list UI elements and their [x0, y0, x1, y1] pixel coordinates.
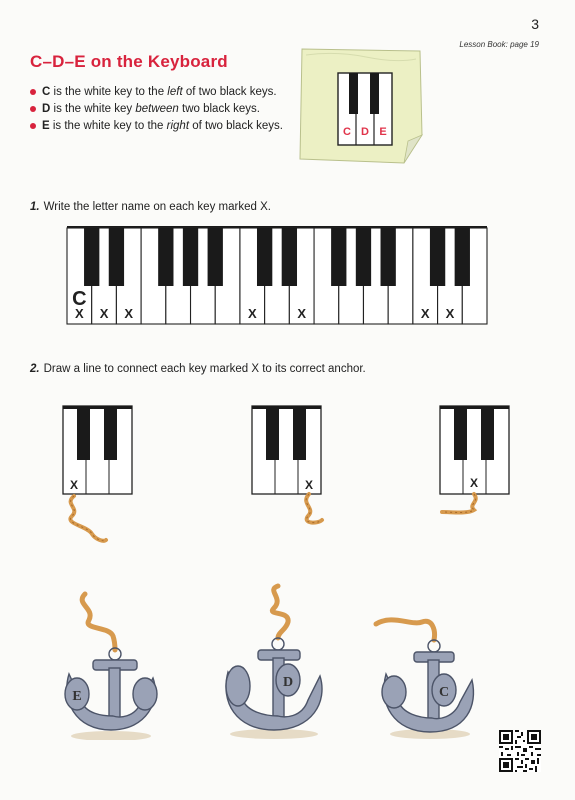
key-mark-x: X — [247, 306, 257, 321]
rule-e: E is the white key to the right of two black keys. — [30, 118, 283, 135]
page-number: 3 — [531, 16, 539, 32]
black-key — [183, 228, 198, 286]
keyboard-3 — [439, 405, 511, 495]
key-mark-x: X — [420, 306, 430, 321]
rule-c: C is the white key to the left of two black keys. — [30, 84, 283, 101]
key-mark-x: X — [124, 306, 134, 321]
rope-1 — [70, 496, 106, 541]
keyboard-2 — [251, 405, 323, 495]
exercise-1-number: 1. — [30, 201, 40, 213]
exercise-2-instruction — [30, 363, 366, 375]
anchor-e — [55, 590, 165, 740]
anchor-c — [372, 610, 482, 740]
exercise-2-number: 2. — [30, 363, 40, 375]
black-key — [455, 228, 470, 286]
exercise-2-text: Draw a line to connect each key marked X to its correct anchor. — [43, 363, 366, 375]
black-key — [381, 228, 396, 286]
key-rules-list — [30, 84, 283, 135]
black-key — [356, 228, 371, 286]
lesson-reference: Lesson Book: page 19 — [459, 40, 539, 49]
black-key — [109, 228, 124, 286]
keyboard-1-mark: X — [69, 478, 79, 492]
exercise-1-keyboard — [66, 226, 488, 326]
rule-d: D is the white key between two black keys. — [30, 101, 283, 118]
key-mark-x: X — [75, 306, 84, 321]
qr-code — [499, 730, 541, 772]
keyboard-2-mark: X — [304, 478, 314, 492]
note-key-c: C — [343, 126, 351, 138]
exercise-1-text: Write the letter name on each key marked X. — [43, 201, 271, 213]
key-ropes — [0, 490, 575, 550]
key-mark-x: X — [445, 306, 455, 321]
rope-2 — [306, 494, 322, 523]
example-letter-c: C — [72, 288, 87, 310]
black-key — [257, 228, 272, 286]
exercise-1-instruction — [30, 201, 271, 213]
key-mark-x: X — [99, 306, 109, 321]
keyboard-1 — [62, 405, 134, 495]
note-key-e: E — [379, 126, 387, 138]
black-key — [430, 228, 445, 286]
black-key — [331, 228, 346, 286]
black-key — [158, 228, 173, 286]
rope-3 — [442, 494, 476, 513]
anchor-e-letter: E — [72, 689, 82, 704]
anchor-d-letter: D — [282, 675, 294, 690]
black-key — [208, 228, 223, 286]
anchor-d — [212, 580, 332, 740]
keyboard-3-mark: X — [469, 476, 479, 490]
sticky-note-illustration — [296, 45, 426, 169]
key-mark-x: X — [297, 306, 307, 321]
anchor-c-letter: C — [438, 685, 450, 700]
black-key — [84, 228, 99, 286]
page-title: C–D–E on the Keyboard — [30, 52, 228, 71]
black-key — [282, 228, 297, 286]
note-key-d: D — [361, 126, 369, 138]
